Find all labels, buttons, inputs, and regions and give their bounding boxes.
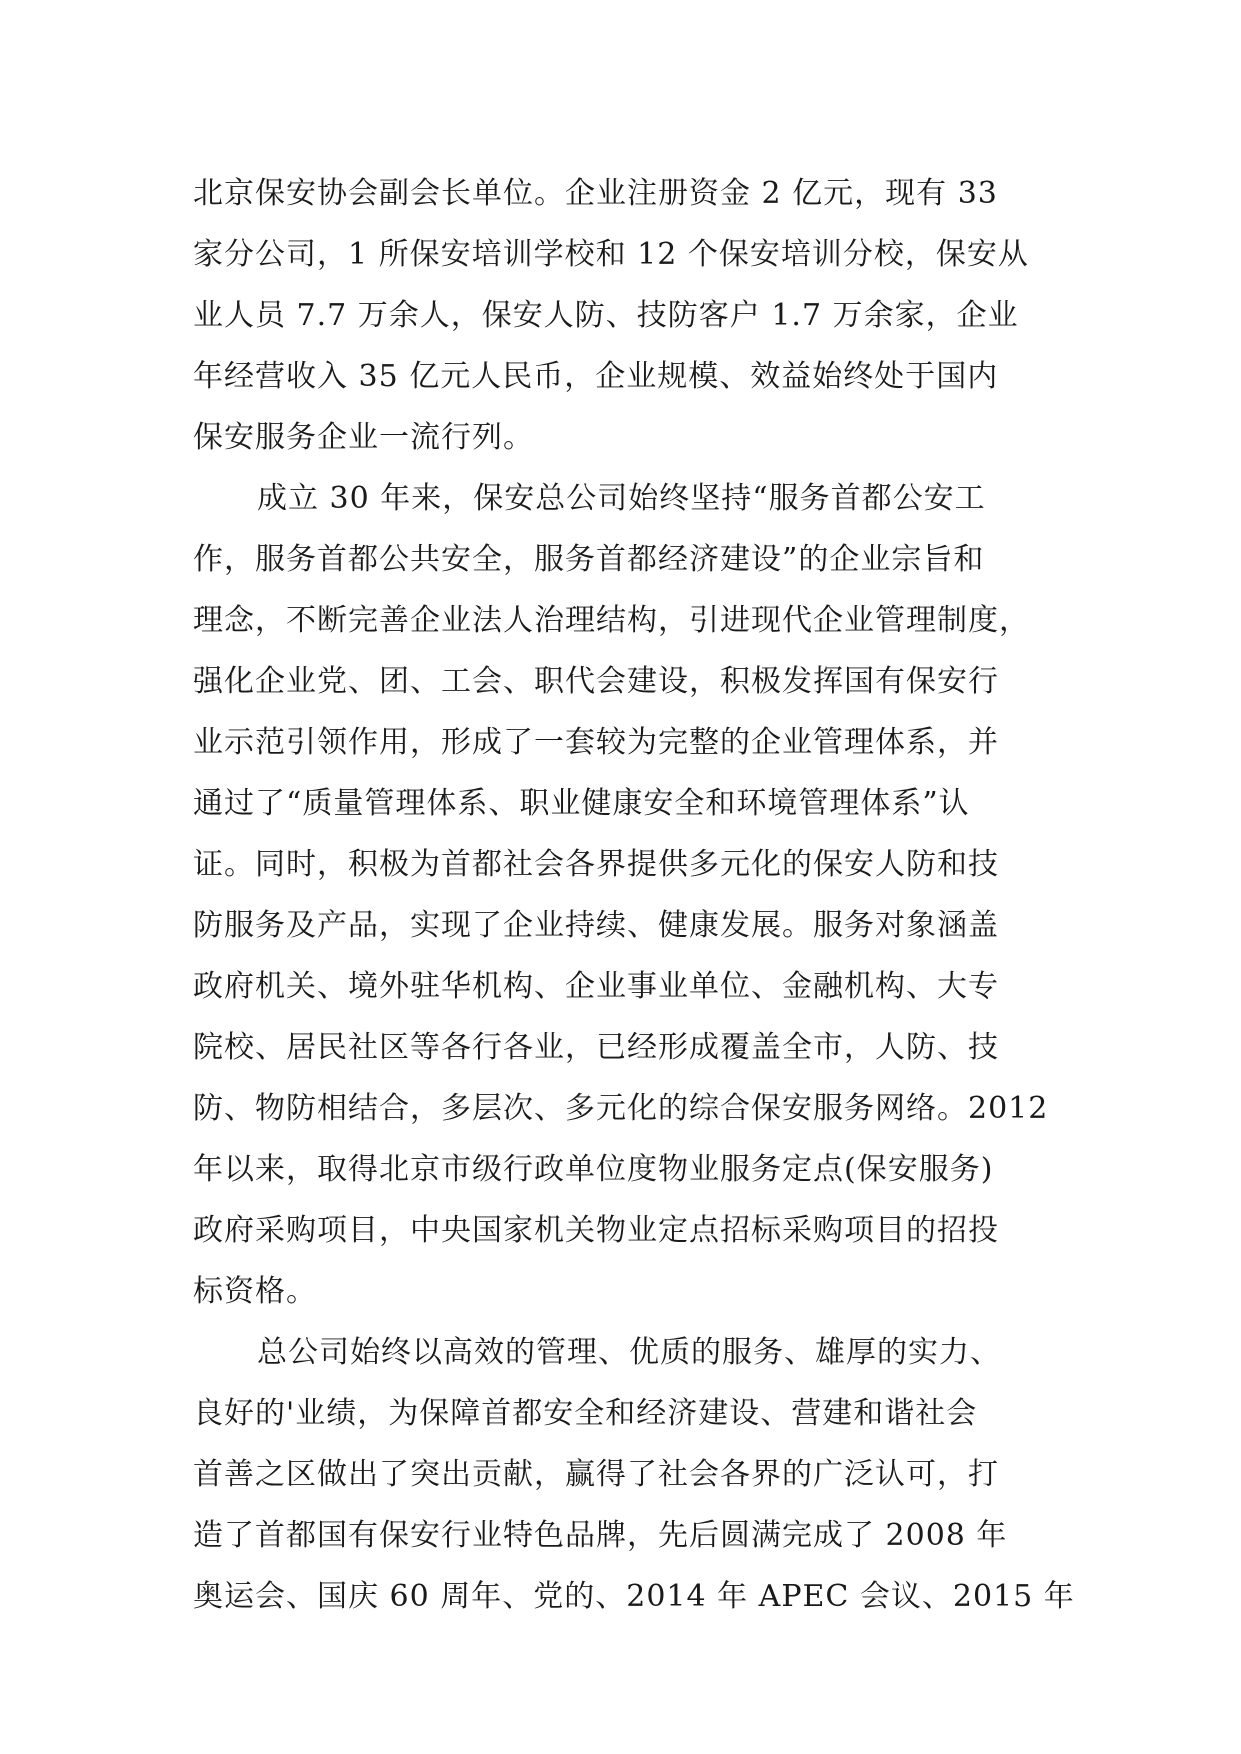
paragraph-2-first-line: 成立 30 年来，保安总公司始终坚持“服务首都公安工: [257, 481, 986, 516]
text-line-18: 政府采购项目，中央国家机关物业定点招标采购项目的招投: [193, 1213, 999, 1248]
text-line-14: 政府机关、境外驻华机构、企业事业单位、金融机构、大专: [193, 969, 999, 1004]
text-line-16: 防、物防相结合，多层次、多元化的综合保安服务网络。2012: [193, 1091, 1049, 1126]
text-line-7: 作，服务首都公共安全，服务首都经济建设”的企业宗旨和: [193, 542, 985, 577]
text-line-13: 防服务及产品，实现了企业持续、健康发展。服务对象涵盖: [193, 908, 999, 943]
text-line-23: 造了首都国有保安行业特色品牌，先后圆满完成了 2008 年: [193, 1518, 1008, 1553]
text-line-9: 强化企业党、团、工会、职代会建设，积极发挥国有保安行: [193, 664, 999, 699]
document-body: [193, 163, 1075, 1627]
text-line-11: 通过了“质量管理体系、职业健康安全和环境管理体系”认: [193, 786, 970, 821]
text-line-15: 院校、居民社区等各行各业，已经形成覆盖全市，人防、技: [193, 1030, 999, 1065]
text-line-22: 首善之区做出了突出贡献，赢得了社会各界的广泛认可，打: [193, 1457, 999, 1492]
text-line-1: 北京保安协会副会长单位。企业注册资金 2 亿元，现有 33: [193, 176, 998, 211]
text-line-24: 奥运会、国庆 60 周年、党的、2014 年 APEC 会议、2015 年: [193, 1579, 1075, 1614]
text-line-3: 业人员 7.7 万余人，保安人防、技防客户 1.7 万余家，企业: [193, 298, 1019, 333]
text-line-21: 良好的'业绩，为保障首都安全和经济建设、营建和谐社会: [193, 1396, 978, 1431]
text-line-19: 标资格。: [193, 1274, 317, 1309]
text-line-12: 证。同时，积极为首都社会各界提供多元化的保安人防和技: [193, 847, 999, 882]
text-line-10: 业示范引领作用，形成了一套较为完整的企业管理体系，并: [193, 725, 999, 760]
text-line-2: 家分公司，1 所保安培训学校和 12 个保安培训分校，保安从: [193, 237, 1029, 272]
text-line-5: 保安服务企业一流行列。: [193, 420, 534, 455]
paragraph-3-first-line: 总公司始终以高效的管理、优质的服务、雄厚的实力、: [257, 1335, 1001, 1370]
text-line-8: 理念，不断完善企业法人治理结构，引进现代企业管理制度，: [193, 603, 1030, 638]
text-line-17: 年以来，取得北京市级行政单位度物业服务定点(保安服务): [193, 1152, 994, 1187]
text-line-4: 年经营收入 35 亿元人民币，企业规模、效益始终处于国内: [193, 359, 999, 394]
